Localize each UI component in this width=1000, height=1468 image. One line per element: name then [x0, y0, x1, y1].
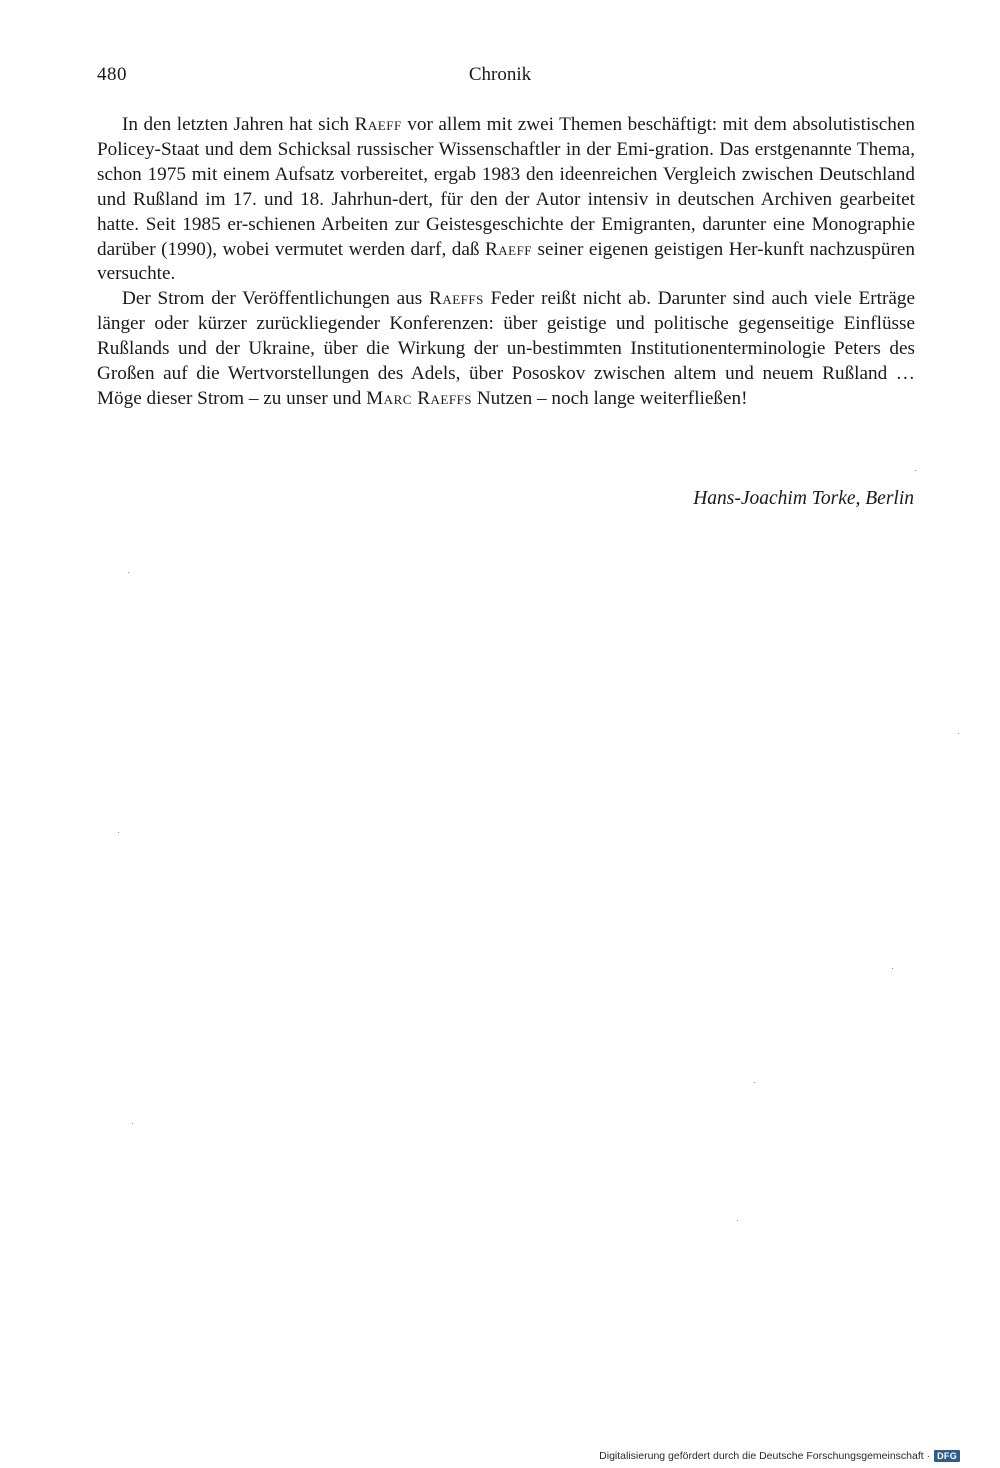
- scan-speck: [958, 733, 959, 734]
- text-run: vor allem mit zwei Themen beschäftigt: mit dem absolutistischen Policey-Staat und dem Schicksal russischer Wissenschaftler in der Emi-gration. Das erstgenannte Thema, schon 1975 mit einem Aufsatz vorbereitet, ergab 1983 den ideenreichen Vergleich zwischen Deutschland und Rußland im 17. und 18. Jahrhun-dert, für den der Autor intensiv in deutschen Archiven gearbeitet hatte. Seit 1985 er-schienen Arbeiten zur Geistesgeschichte der Emigranten, darunter eine Monographie darüber (1990), wobei vermutet werden darf, daß: [97, 114, 915, 260]
- text-run: In den letzten Jahren hat sich: [122, 114, 355, 135]
- author-name: Raeff: [354, 114, 402, 135]
- scan-speck: [132, 1123, 133, 1124]
- dfg-logo: DFG: [934, 1450, 960, 1462]
- text-run: Nutzen – noch lange weiterfließen!: [472, 387, 748, 409]
- text-run: Feder reißt nicht ab. Darunter sind auch viele Erträge länger oder kürzer zurückliegender Konferenzen: über geistige und politische gegenseitige Einflüsse Rußlands und der Ukraine, über die Wirkung der un-bestimmten Institutionenterminologie Peters des Großen auf die Wertvorstellungen des Adels, über Pososkov zwischen altem und neuem Rußland … Möge dieser Strom – zu unser und: [97, 288, 916, 409]
- scan-speck: [737, 1220, 738, 1221]
- signature: Hans-Joachim Torke, Berlin: [693, 488, 914, 509]
- credit-text: Digitalisierung gefördert durch die Deutsche Forschungsgemeinschaft ·: [599, 1450, 931, 1462]
- running-title: Chronik: [468, 64, 532, 85]
- scan-speck: [915, 470, 916, 471]
- article-body: [97, 113, 915, 412]
- digitization-credit: [599, 1450, 960, 1462]
- author-name: Marc Raeffs: [366, 387, 473, 409]
- text-run: Der Strom der Veröffentlichungen aus: [122, 288, 430, 310]
- scan-speck: [892, 968, 893, 969]
- paragraph: [97, 113, 915, 287]
- page-number: 480: [97, 64, 127, 85]
- author-name: Raeff: [484, 238, 533, 260]
- scan-speck: [128, 572, 129, 573]
- text-run: seiner eigenen geistigen Her-kunft nachzuspüren versuchte.: [97, 238, 915, 285]
- paragraph: [97, 287, 915, 412]
- scan-speck: [754, 1082, 755, 1083]
- scan-speck: [118, 832, 119, 833]
- author-name: Raeffs: [429, 288, 484, 310]
